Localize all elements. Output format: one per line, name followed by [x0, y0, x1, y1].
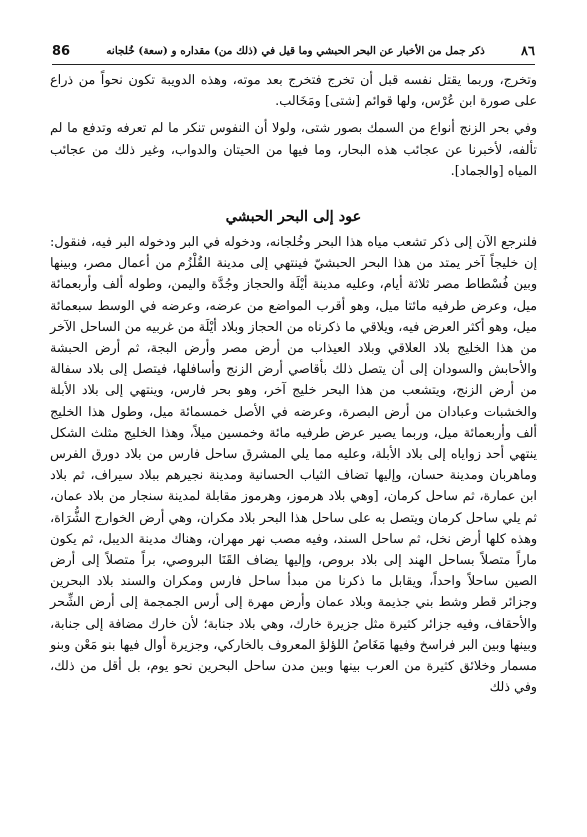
page-number-latin: 86: [52, 43, 71, 59]
paragraph: وتخرج، وربما يقتل نفسه قبل أن تخرج فتخرج بعد موته، وهذه الدويبة تكون نحواً من ذراع على صورة ابن عُرْس، ولها قوائم [شتى] ومَخَالب.: [50, 73, 537, 110]
section-heading: عود إلى البحر الحبشي: [225, 208, 362, 226]
main-text: [50, 70, 537, 704]
running-header: [52, 38, 535, 64]
paragraph: وفي بحر الزنج أنواع من السمك بصور شتى، ولولا أن النفوس تنكر ما لم تعرفه وتدفع ما لم تألفه، لأخبرنا عن عجائب هذه البحار، وما فيها من الحيتان والدواب، وغير ذلك من عجائب المياه [والجماد].: [50, 121, 537, 179]
page-number-arabic: ٨٦: [521, 43, 535, 59]
running-title: ذكر جمل من الأخبار عن البحر الحبشي وما قيل في (ذلك من) مقداره و (سعة) خُلجانه: [106, 45, 485, 57]
paragraph: فلنرجع الآن إلى ذكر تشعب مياه هذا البحر وخُلجانه، ودخوله في البر ودخوله البر فيه، فنقول: إن خليجاً آخر يمتد من هذا البحر الحبشيّ فينتهي إلى مدينة القُلْزُم من أعمال مصر، وبينها وبين فُسْطاط مصر ثلاثة أيام، وعليه مدينة أيْلَة والحجاز وجُدَّة واليمن، وطوله ألف وأربعمائة ميل، وعرض طرفيه مائتا ميل، وهو أقرب المواضع من عرضه، وعرضه في الوسط سبعمائة ميل، وهو أكثر العرض فيه، ويلاقي ما ذكرناه من الحجاز وبلاد أيْلَة من غربيه من الساحل الآخر من هذا الخليج بلاد العلاقي وبلاد العيذاب من أرض مصر وأرض البجة، ثم أرض الحبشة والأحابش والسودان إلى أن يتصل ذلك بأقاصي أرض الزنج وأسافلها، فيتصل إلى بلاد سفالة من أرض الزنج، ويتشعب من هذا البحر خليج آخر، وهو بحر فارس، وينتهي إلى بلاد الأبلة والخشبات وعبادان من أرض البصرة، وعرضه في الأصل خمسمائة ميل، وطول هذا الخليج ألف وأربعمائة ميل، وربما يصير عرض طرفيه مائة وخمسين ميلاً، وهذا الخليج مثلث الشكل ينتهي أحد زواياه إلى بلاد الأبلة، وعليه مما يلي المشرق ساحل فارس من بلاد دورق الفرس وماهربان ومدينة حسان، وإليها تضاف الثياب الحسانية ومدينة نجيرهم ببلاد سيراف، ثم بلاد ابن عمارة، ثم ساحل كرمان، [وهي بلاد هرموز، وهرموز مقابلة لمدينة سنجار من بلاد عمان، ثم يلي ساحل كرمان ويتصل به على ساحل هذا البحر بلاد مكران، وهي أرض الخوارج الشُّرَاة، وهذه كلها أرض نخل، ثم ساحل السند، وفيه مصب نهر مهران، وهناك مدينة الديبل، ثم يكون ماراً متصلاً بساحل الهند إلى بلاد بروص، وإليها يضاف القَنَا البروصي، براً متصلاً إلى أرض الصين ساحلاً واحداً، ويقابل ما ذكرنا من مبدأ ساحل فارس ومكران والسند بلاد البحرين وجزائر قطر وشط بني جذيمة وبلاد عمان وأرض مهرة إلى أرس الجمجمة إلى أرض الشِّحر والأحقاف، وفيه جزائر كثيرة مثل جزيرة خارك، وهي بلاد جنابة؛ لأن خارك مضافة إلى جنابة، وبينها وبين البر فراسخ وفيها مَغَاصُ اللؤلؤ المعروف بالخاركي، وجزيرة أوال فيها بنو مَعْن وبنو مسمار وخلائق كثيرة من العرب بينها وبين مدن ساحل البحرين نحو يوم، بل أقل من ذلك، وفي ذلك: [50, 235, 537, 696]
header-rule: [52, 64, 535, 65]
